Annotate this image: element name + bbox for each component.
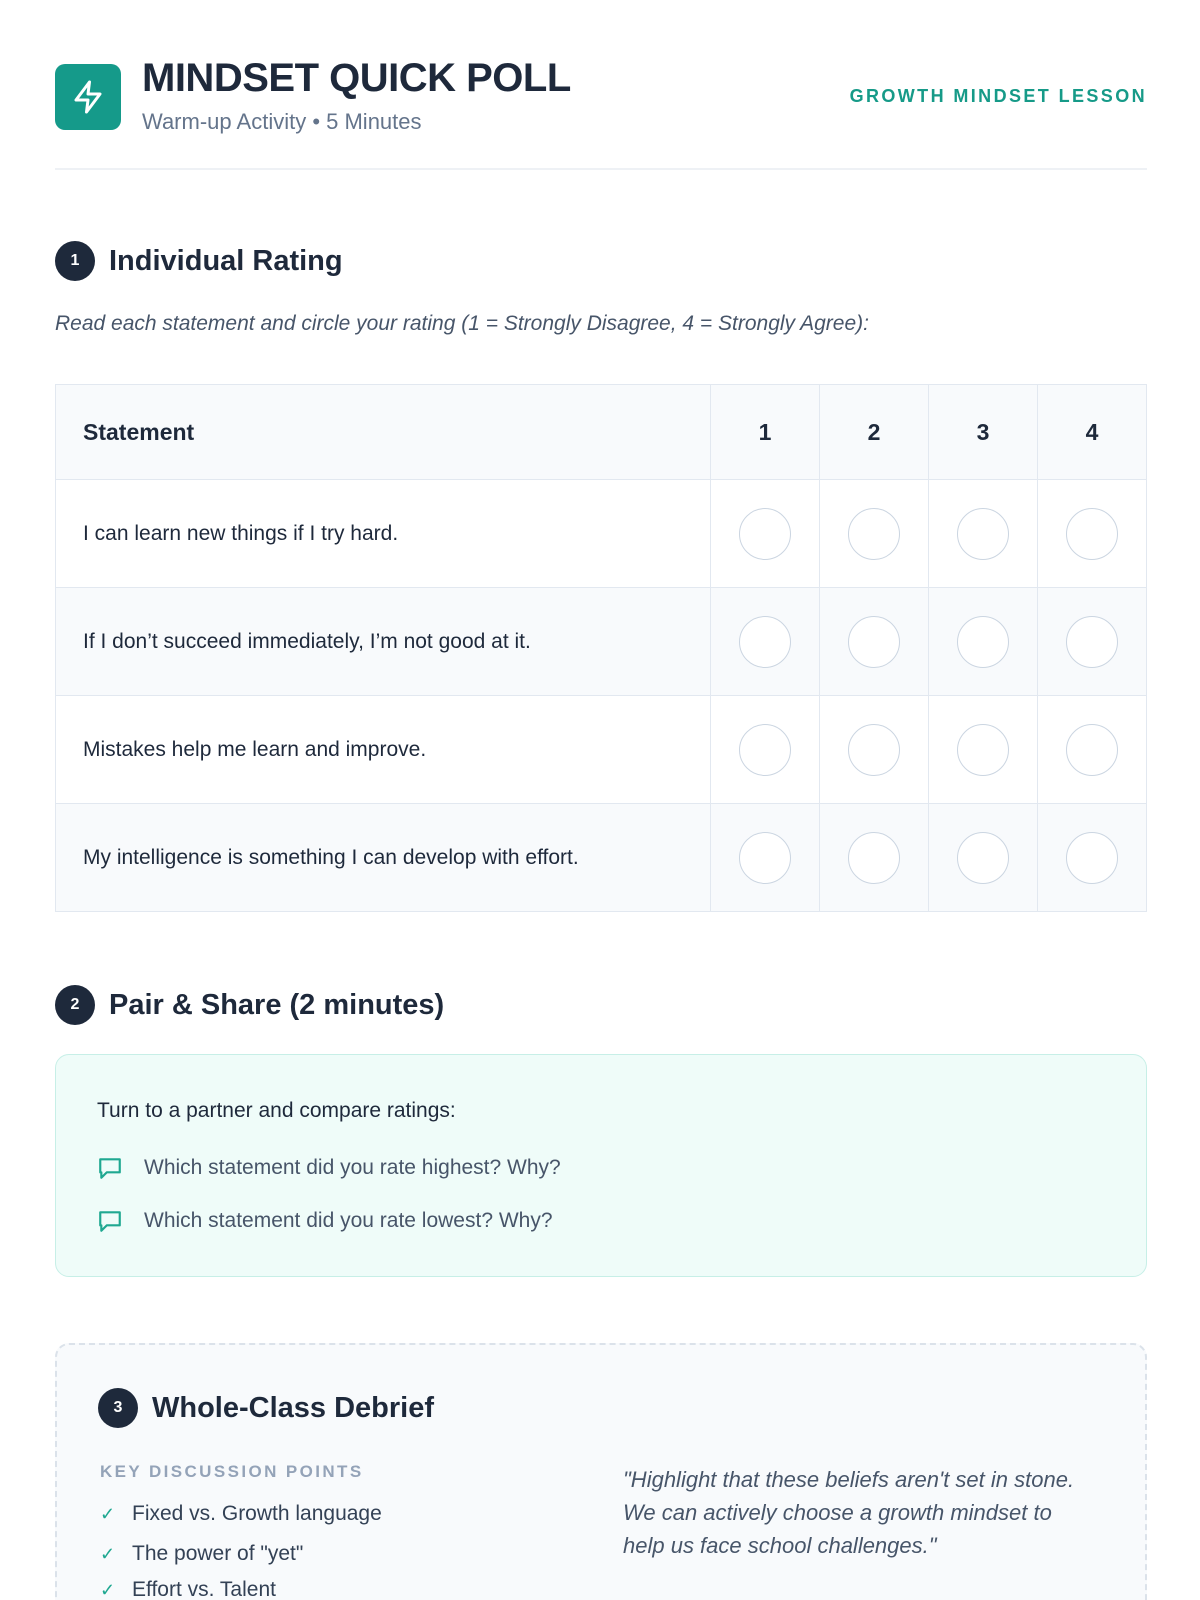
teacher-note-quote: "Highlight that these beliefs aren't set in stone. We can actively choose a growth mindset to help us face school challenges." <box>623 1467 1075 1558</box>
checkmark-icon: ✓ <box>100 1579 116 1600</box>
section-title: Pair & Share (2 minutes) <box>109 988 445 1021</box>
rating-circle-2[interactable] <box>848 616 900 668</box>
question-text: Which statement did you rate lowest? Why? <box>144 1209 553 1232</box>
question-text: Which statement did you rate highest? Why? <box>144 1156 561 1179</box>
key-point-text: The power of "yet" <box>132 1542 304 1565</box>
debrief-box <box>55 1343 1147 1600</box>
discussion-question <box>97 1155 561 1181</box>
column-header-statement: Statement <box>56 385 711 480</box>
rating-circle-1[interactable] <box>739 616 791 668</box>
statement-text: If I don’t succeed immediately, I’m not good at it. <box>56 588 711 696</box>
rating-circle-2[interactable] <box>848 508 900 560</box>
rating-circle-4[interactable] <box>1066 724 1118 776</box>
header <box>55 0 1147 170</box>
rating-circle-4[interactable] <box>1066 508 1118 560</box>
table-row <box>56 480 1147 588</box>
rating-table <box>55 384 1147 912</box>
rating-circle-1[interactable] <box>739 832 791 884</box>
lightning-bolt-icon <box>70 79 106 115</box>
rating-circle-3[interactable] <box>957 724 1009 776</box>
statement-text: My intelligence is something I can develop with effort. <box>56 804 711 912</box>
poll-page <box>55 0 1147 1600</box>
section-number-badge: 2 <box>55 985 95 1025</box>
rating-circle-3[interactable] <box>957 508 1009 560</box>
logo <box>55 64 121 130</box>
rating-circle-1[interactable] <box>739 508 791 560</box>
section-2-heading <box>55 985 444 1025</box>
page-subtitle: Warm-up Activity • 5 Minutes <box>142 109 422 134</box>
pair-share-intro: Turn to a partner and compare ratings: <box>97 1099 456 1122</box>
section-number-badge: 1 <box>55 241 95 281</box>
column-header-3: 3 <box>929 385 1038 480</box>
rating-circle-1[interactable] <box>739 724 791 776</box>
rating-circle-4[interactable] <box>1066 832 1118 884</box>
list-item <box>100 1542 303 1566</box>
section-number-badge: 3 <box>98 1388 138 1428</box>
table-row <box>56 696 1147 804</box>
section-title: Individual Rating <box>109 244 343 277</box>
rating-circle-2[interactable] <box>848 832 900 884</box>
checkmark-icon: ✓ <box>100 1543 116 1564</box>
rating-circle-4[interactable] <box>1066 616 1118 668</box>
section-3-heading <box>98 1388 434 1428</box>
key-points-label: KEY DISCUSSION POINTS <box>100 1462 364 1481</box>
list-item <box>100 1578 276 1600</box>
page-title: MINDSET QUICK POLL <box>142 56 571 100</box>
list-item <box>100 1502 382 1526</box>
discussion-question <box>97 1208 553 1234</box>
table-row <box>56 588 1147 696</box>
column-header-4: 4 <box>1038 385 1147 480</box>
table-header-row <box>56 385 1147 480</box>
section-title: Whole-Class Debrief <box>152 1391 434 1424</box>
key-point-text: Fixed vs. Growth language <box>132 1502 382 1525</box>
column-header-1: 1 <box>711 385 820 480</box>
table-row <box>56 804 1147 912</box>
key-point-text: Effort vs. Talent <box>132 1578 276 1600</box>
rating-circle-3[interactable] <box>957 616 1009 668</box>
column-header-2: 2 <box>820 385 929 480</box>
speech-bubble-icon <box>97 1155 123 1181</box>
pair-share-box <box>55 1054 1147 1277</box>
rating-instructions: Read each statement and circle your rating (1 = Strongly Disagree, 4 = Strongly Agree): <box>55 312 869 335</box>
checkmark-icon: ✓ <box>100 1503 116 1524</box>
rating-circle-3[interactable] <box>957 832 1009 884</box>
statement-text: I can learn new things if I try hard. <box>56 480 711 588</box>
section-1-heading <box>55 241 343 281</box>
speech-bubble-icon <box>97 1208 123 1234</box>
rating-circle-2[interactable] <box>848 724 900 776</box>
statement-text: Mistakes help me learn and improve. <box>56 696 711 804</box>
lesson-tag: GROWTH MINDSET LESSON <box>849 86 1147 106</box>
